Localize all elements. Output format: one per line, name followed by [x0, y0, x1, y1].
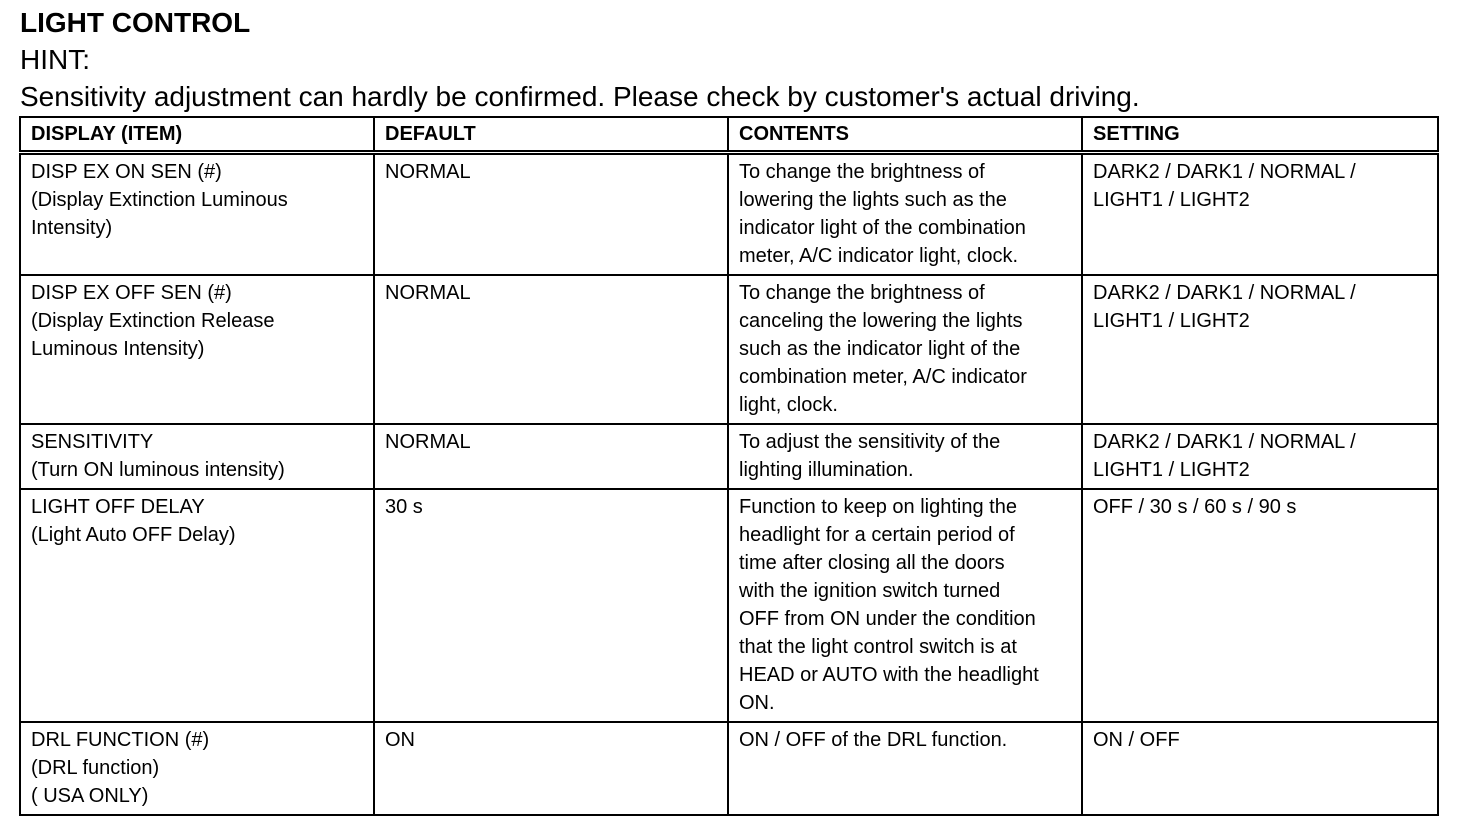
column-header-default: DEFAULT — [374, 117, 728, 153]
cell-line: Intensity) — [31, 217, 113, 239]
table-row — [20, 153, 1438, 276]
cell-default — [374, 275, 728, 424]
cell-default — [374, 722, 728, 815]
table-row — [20, 424, 1438, 489]
hint-label: HINT: — [20, 44, 90, 75]
cell-contents — [728, 153, 1082, 276]
cell-line: that the light control switch is at — [739, 636, 1017, 658]
cell-line: such as the indicator light of the — [739, 338, 1021, 360]
cell-item — [20, 275, 374, 424]
cell-line: (DRL function) — [31, 757, 160, 779]
column-header-display-item: DISPLAY (ITEM) — [20, 117, 374, 153]
cell-line: LIGHT1 / LIGHT2 — [1093, 189, 1250, 211]
cell-line: (Display Extinction Luminous — [31, 189, 288, 211]
cell-line: DARK2 / DARK1 / NORMAL / — [1093, 431, 1356, 453]
cell-line: SENSITIVITY — [31, 431, 154, 453]
cell-item — [20, 722, 374, 815]
cell-line: ( USA ONLY) — [31, 785, 149, 807]
cell-setting — [1082, 424, 1438, 489]
cell-line: (Turn ON luminous intensity) — [31, 459, 285, 481]
cell-line: DISP EX OFF SEN (#) — [31, 282, 232, 304]
cell-contents — [728, 424, 1082, 489]
cell-line: lowering the lights such as the — [739, 189, 1007, 211]
cell-line: LIGHT1 / LIGHT2 — [1093, 459, 1250, 481]
cell-line: Function to keep on lighting the — [739, 496, 1017, 518]
cell-setting — [1082, 275, 1438, 424]
column-header-setting: SETTING — [1082, 117, 1438, 153]
cell-setting — [1082, 153, 1438, 276]
cell-line: ON. — [739, 692, 775, 714]
cell-line: HEAD or AUTO with the headlight — [739, 664, 1039, 686]
cell-line: DISP EX ON SEN (#) — [31, 161, 222, 183]
cell-line: LIGHT1 / LIGHT2 — [1093, 310, 1250, 332]
cell-default — [374, 153, 728, 276]
cell-line: (Display Extinction Release — [31, 310, 275, 332]
cell-contents — [728, 722, 1082, 815]
cell-line: combination meter, A/C indicator — [739, 366, 1027, 388]
cell-line: NORMAL — [385, 282, 471, 304]
cell-line: NORMAL — [385, 161, 471, 183]
cell-line: To change the brightness of — [739, 282, 985, 304]
page-title: LIGHT CONTROL — [20, 7, 251, 38]
table-row — [20, 275, 1438, 424]
cell-default — [374, 489, 728, 722]
table-header-row — [20, 117, 1438, 153]
cell-line: LIGHT OFF DELAY — [31, 496, 205, 518]
cell-line: 30 s — [385, 496, 423, 518]
cell-line: To adjust the sensitivity of the — [739, 431, 1001, 453]
cell-item — [20, 424, 374, 489]
cell-line: ON / OFF — [1093, 729, 1180, 751]
cell-default — [374, 424, 728, 489]
cell-line: headlight for a certain period of — [739, 524, 1015, 546]
cell-setting — [1082, 489, 1438, 722]
cell-line: with the ignition switch turned — [739, 580, 1001, 602]
cell-line: ON — [385, 729, 415, 751]
cell-contents — [728, 489, 1082, 722]
cell-line: canceling the lowering the lights — [739, 310, 1023, 332]
cell-line: ON / OFF of the DRL function. — [739, 729, 1008, 751]
cell-item — [20, 153, 374, 276]
light-control-table — [19, 116, 1439, 816]
cell-item — [20, 489, 374, 722]
cell-line: OFF from ON under the condition — [739, 608, 1036, 630]
cell-setting — [1082, 722, 1438, 815]
cell-line: time after closing all the doors — [739, 552, 1005, 574]
cell-line: Luminous Intensity) — [31, 338, 205, 360]
cell-line: DRL FUNCTION (#) — [31, 729, 210, 751]
table-row — [20, 722, 1438, 815]
cell-line: (Light Auto OFF Delay) — [31, 524, 236, 546]
cell-contents — [728, 275, 1082, 424]
cell-line: To change the brightness of — [739, 161, 985, 183]
table-row — [20, 489, 1438, 722]
hint-text: Sensitivity adjustment can hardly be confirmed. Please check by customer's actual driving. — [20, 81, 1140, 112]
cell-line: lighting illumination. — [739, 459, 914, 481]
cell-line: OFF / 30 s / 60 s / 90 s — [1093, 496, 1297, 518]
cell-line: indicator light of the combination — [739, 217, 1026, 239]
cell-line: meter, A/C indicator light, clock. — [739, 245, 1019, 267]
cell-line: light, clock. — [739, 394, 838, 416]
cell-line: DARK2 / DARK1 / NORMAL / — [1093, 282, 1356, 304]
cell-line: NORMAL — [385, 431, 471, 453]
column-header-contents: CONTENTS — [728, 117, 1082, 153]
cell-line: DARK2 / DARK1 / NORMAL / — [1093, 161, 1356, 183]
